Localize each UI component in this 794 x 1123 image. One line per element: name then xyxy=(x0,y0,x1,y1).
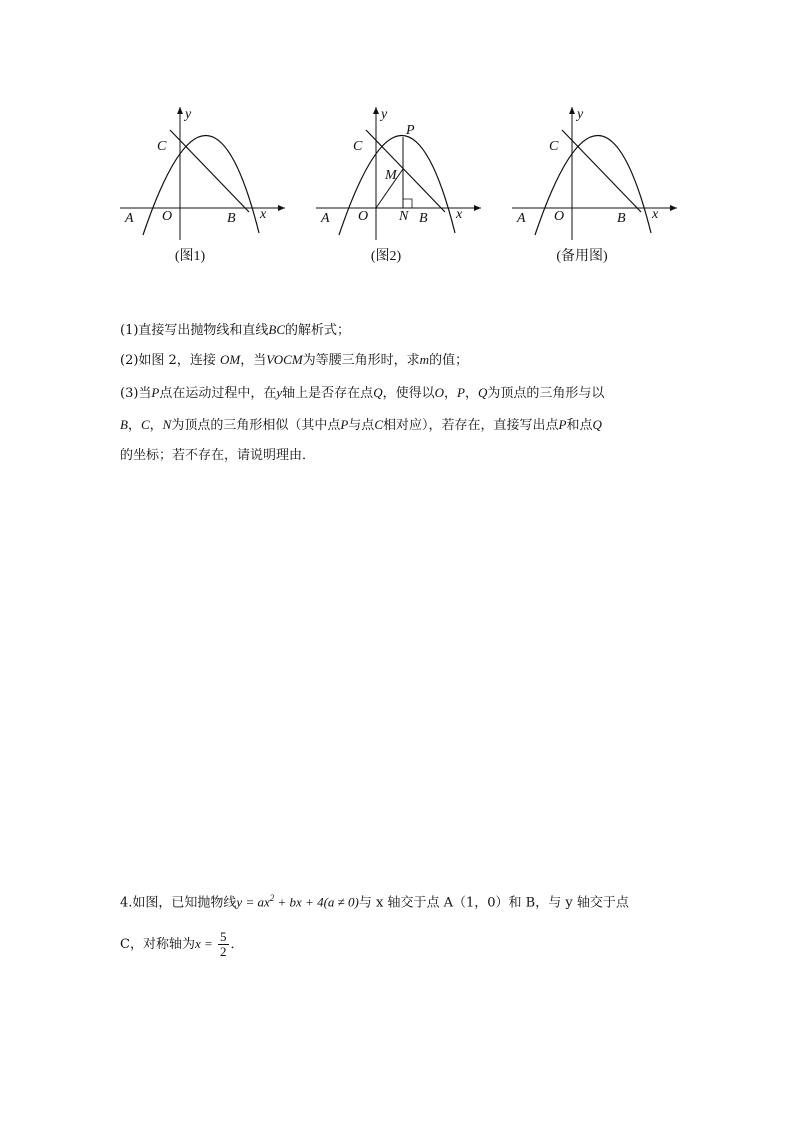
x-axis-arrow-icon xyxy=(474,205,481,211)
q3-text-pre: (3)当 xyxy=(120,386,152,401)
q4b-equals: = xyxy=(200,936,217,951)
q4b-fraction-numerator: 5 xyxy=(220,929,227,944)
q3-var-p2: P xyxy=(457,385,465,400)
q4b-text-pre: C，对称轴为 xyxy=(120,937,195,952)
y-axis-arrow-icon xyxy=(177,107,183,114)
point-b-label: B xyxy=(617,211,626,226)
q1-text-pre: (1)直接写出抛物线和直线 xyxy=(120,323,269,338)
q4b-fraction xyxy=(218,930,229,959)
line-bc xyxy=(170,130,249,212)
q2-var-ocm: VOCM xyxy=(266,352,303,367)
q4-eq-rest: + bx + 4(a ≠ 0) xyxy=(274,894,359,910)
y-label: y xyxy=(381,107,388,122)
y-axis-arrow-icon xyxy=(373,107,379,114)
q4b-var-x: x xyxy=(194,936,201,951)
q3b-var-c: C xyxy=(140,417,150,432)
question-4-line-1 xyxy=(120,888,629,913)
q3-comma-2: ， xyxy=(464,386,478,401)
question-part-1 xyxy=(120,320,350,341)
q1-text-post: 的解析式； xyxy=(285,323,351,338)
q2-text-pre: (2)如图 2，连接 xyxy=(120,353,216,368)
q2-text-post: 的值； xyxy=(429,353,469,368)
figure-2 xyxy=(311,95,501,275)
q3b-var-c2: C xyxy=(374,417,383,432)
q3-text-4: 为顶点的三角形与以 xyxy=(487,386,605,401)
q1-var-bc: BC xyxy=(268,322,286,337)
question-part-3-line-1 xyxy=(120,383,604,404)
q4-text-pre: 4.如图，已知抛物线 xyxy=(120,895,237,911)
point-o-label: O xyxy=(358,209,369,224)
figure-3 xyxy=(507,95,697,275)
q3-var-q: Q xyxy=(373,385,383,400)
question-4-line-2 xyxy=(120,930,244,959)
q3b-text-4: 和点 xyxy=(566,418,593,433)
y-label: y xyxy=(185,107,192,122)
point-a-label: A xyxy=(321,211,330,226)
point-a-label: A xyxy=(125,211,134,226)
figure-2-graph xyxy=(311,95,501,245)
q3b-var-n: N xyxy=(162,417,172,432)
question-part-3-line-2 xyxy=(120,415,602,436)
q3-var-q2: Q xyxy=(477,385,488,400)
x-axis-arrow-icon xyxy=(670,205,677,211)
q3-var-y: y xyxy=(276,385,283,400)
question-part-3-line-3 xyxy=(120,446,315,466)
point-m-label: M xyxy=(385,168,397,183)
line-bc xyxy=(562,130,641,212)
q3-text-3: ，使得以 xyxy=(382,386,435,401)
q4-eq-equals: = xyxy=(242,894,258,910)
q4-eq-ax: ax xyxy=(257,894,270,910)
right-angle-mark xyxy=(403,199,412,208)
q3b-var-b: B xyxy=(120,417,128,432)
point-c-label: C xyxy=(353,139,363,154)
x-label: x xyxy=(456,207,463,222)
figure-3-caption: (备用图) xyxy=(556,249,608,264)
q4b-text-post: ． xyxy=(230,937,244,952)
q3b-var-p2: P xyxy=(558,417,567,432)
y-label: y xyxy=(577,107,584,122)
q2-text-mid: ，当 xyxy=(240,353,267,368)
q3b-var-q: Q xyxy=(592,417,602,432)
q2-var-m: m xyxy=(419,352,430,367)
point-o-label: O xyxy=(554,209,565,224)
x-label: x xyxy=(260,207,267,222)
q2-var-om: OM xyxy=(219,352,241,367)
q4-text-post: 与 x 轴交于点 A（1，0）和 B，与 y 轴交于点 xyxy=(358,895,629,911)
figure-1-caption: (图1) xyxy=(174,249,206,264)
q3b-var-p: P xyxy=(340,417,349,432)
x-label: x xyxy=(652,207,659,222)
q2-text-mid2: 为等腰三角形时，求 xyxy=(302,353,420,368)
point-c-label: C xyxy=(157,139,167,154)
point-o-label: O xyxy=(162,209,173,224)
figure-2-caption: (图2) xyxy=(370,249,402,264)
q3-var-p: P xyxy=(151,385,160,400)
y-axis-arrow-icon xyxy=(569,107,575,114)
q4b-fraction-denominator: 2 xyxy=(220,944,227,959)
point-n-label: N xyxy=(399,209,409,224)
q3b-comma-1: ， xyxy=(127,418,141,433)
q3c-text: 的坐标；若不存在，请说明理由． xyxy=(120,448,316,463)
q3b-text-3: 相对应），若存在，直接写出点 xyxy=(382,418,559,433)
x-axis-arrow-icon xyxy=(278,205,285,211)
figure-3-graph xyxy=(507,95,697,245)
figure-1 xyxy=(115,95,305,275)
q3-var-o: O xyxy=(434,385,444,400)
point-p-label: P xyxy=(406,123,415,138)
figure-1-graph xyxy=(115,95,305,245)
q3-text-2: 轴上是否存在点 xyxy=(282,386,374,401)
point-a-label: A xyxy=(517,211,526,226)
point-c-label: C xyxy=(549,139,559,154)
q4-eq-y: y xyxy=(236,894,243,910)
question-part-2 xyxy=(120,350,468,371)
point-b-label: B xyxy=(227,211,236,226)
point-b-label: B xyxy=(419,211,428,226)
q3b-text-2: 与点 xyxy=(348,418,375,433)
q3b-text-1: 为顶点的三角形相似（其中点 xyxy=(171,418,341,433)
q4-eq-exponent: 2 xyxy=(269,893,275,903)
line-bc xyxy=(366,130,445,212)
q3b-comma-2: ， xyxy=(149,418,163,433)
q3-text-1: 点在运动过程中，在 xyxy=(159,386,277,401)
q3-comma-1: ， xyxy=(443,386,457,401)
